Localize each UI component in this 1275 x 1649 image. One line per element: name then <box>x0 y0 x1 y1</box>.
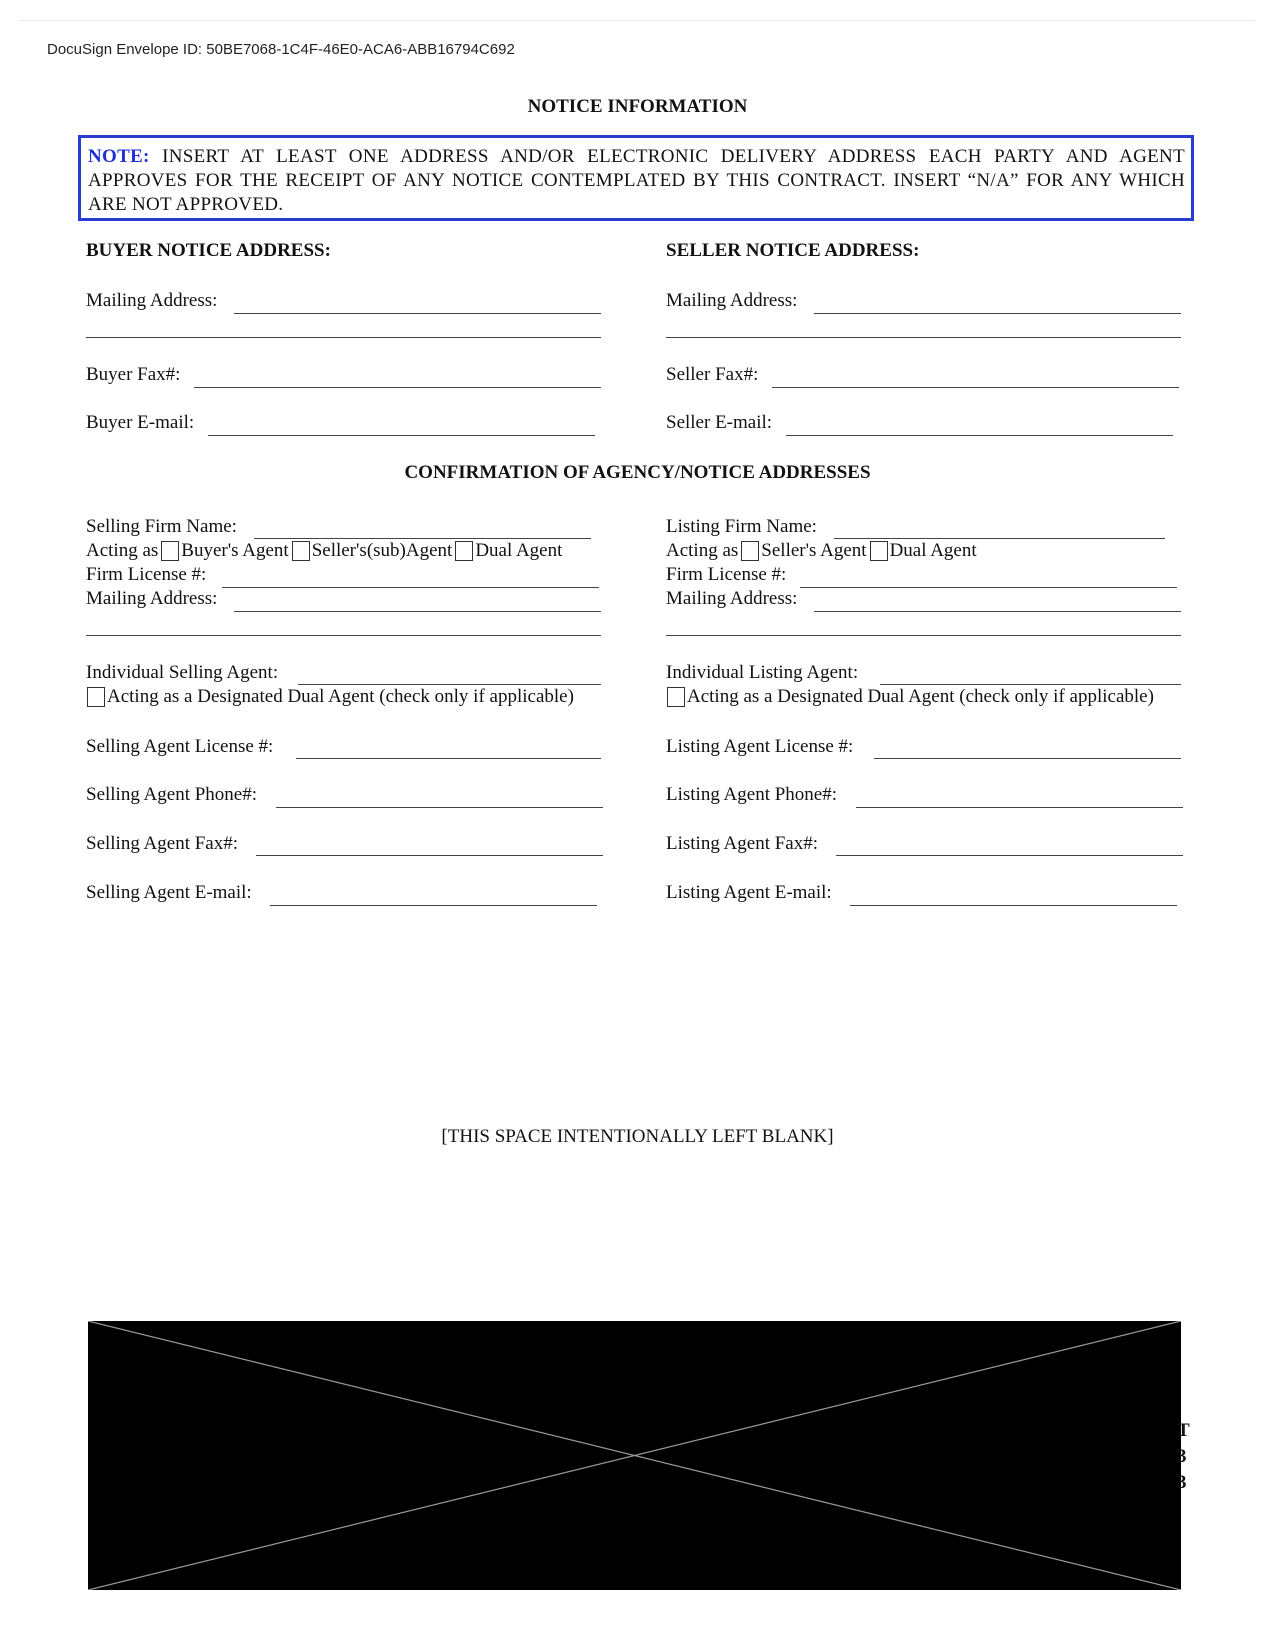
buyers-agent-checkbox[interactable] <box>161 541 179 561</box>
sellers-sub-agent-checkbox[interactable] <box>292 541 310 561</box>
envelope-id: DocuSign Envelope ID: 50BE7068-1C4F-46E0-ACA6-ABB16794C692 <box>47 41 515 58</box>
selling-agent-email-label: Selling Agent E-mail: <box>86 882 252 903</box>
buyer-mailing-line-2[interactable] <box>86 337 601 338</box>
buyer-email-line[interactable] <box>208 435 595 436</box>
individual-selling-agent-line[interactable] <box>298 684 601 685</box>
selling-dual-agent-option: Dual Agent <box>475 540 563 561</box>
selling-agent-fax-line[interactable] <box>256 855 603 856</box>
listing-firm-license-label: Firm License #: <box>666 564 787 585</box>
buyer-email-label: Buyer E-mail: <box>86 412 195 433</box>
confirmation-heading: CONFIRMATION OF AGENCY/NOTICE ADDRESSES <box>404 462 871 483</box>
listing-agent-license-label: Listing Agent License #: <box>666 736 854 757</box>
intentionally-blank-notice: [THIS SPACE INTENTIONALLY LEFT BLANK] <box>441 1126 834 1147</box>
listing-agent-phone-label: Listing Agent Phone#: <box>666 784 837 805</box>
listing-designated-dual-checkbox[interactable] <box>667 687 685 707</box>
sellers-agent-checkbox[interactable] <box>741 541 759 561</box>
selling-firm-name-label: Selling Firm Name: <box>86 516 237 537</box>
seller-fax-label: Seller Fax#: <box>666 364 759 385</box>
listing-acting-as-row <box>666 540 977 562</box>
selling-dual-agent-checkbox[interactable] <box>455 541 473 561</box>
individual-listing-agent-line[interactable] <box>880 684 1181 685</box>
selling-mailing-label: Mailing Address: <box>86 588 218 609</box>
individual-listing-agent-label: Individual Listing Agent: <box>666 662 859 683</box>
seller-mailing-line[interactable] <box>814 313 1181 314</box>
listing-agent-license-line[interactable] <box>874 758 1181 759</box>
selling-mailing-line-2[interactable] <box>86 635 601 636</box>
sellers-agent-option: Seller's Agent <box>761 540 867 561</box>
page-top-divider <box>20 20 1255 21</box>
listing-mailing-line[interactable] <box>814 611 1181 612</box>
placeholder-cross-icon <box>88 1321 1181 1590</box>
listing-firm-license-line[interactable] <box>800 587 1177 588</box>
listing-agent-email-label: Listing Agent E-mail: <box>666 882 832 903</box>
selling-acting-as-label: Acting as <box>86 540 159 561</box>
selling-agent-license-label: Selling Agent License #: <box>86 736 274 757</box>
listing-firm-name-label: Listing Firm Name: <box>666 516 817 537</box>
listing-agent-fax-label: Listing Agent Fax#: <box>666 833 818 854</box>
buyer-heading: BUYER NOTICE ADDRESS: <box>86 240 331 261</box>
selling-designated-dual-checkbox[interactable] <box>87 687 105 707</box>
individual-selling-agent-label: Individual Selling Agent: <box>86 662 279 683</box>
redacted-image-placeholder <box>88 1321 1181 1590</box>
buyer-mailing-label: Mailing Address: <box>86 290 218 311</box>
edge-fragment-3: 3 <box>1177 1472 1187 1493</box>
selling-firm-name-line[interactable] <box>254 538 591 539</box>
page-title: NOTICE INFORMATION <box>527 96 748 117</box>
seller-email-line[interactable] <box>786 435 1173 436</box>
seller-email-label: Seller E-mail: <box>666 412 773 433</box>
listing-agent-phone-line[interactable] <box>856 807 1183 808</box>
selling-designated-dual-label: Acting as a Designated Dual Agent (check only if applicable) <box>107 686 574 707</box>
selling-acting-as-row <box>86 540 562 562</box>
listing-dual-agent-option: Dual Agent <box>889 540 977 561</box>
note-box <box>78 135 1194 221</box>
seller-heading: SELLER NOTICE ADDRESS: <box>666 240 920 261</box>
listing-mailing-line-2[interactable] <box>666 635 1181 636</box>
edge-fragment-2: 3 <box>1177 1446 1187 1467</box>
selling-agent-fax-label: Selling Agent Fax#: <box>86 833 238 854</box>
listing-firm-name-line[interactable] <box>834 538 1165 539</box>
listing-agent-fax-line[interactable] <box>836 855 1183 856</box>
sellers-sub-agent-option: Seller's(sub)Agent <box>311 540 453 561</box>
buyers-agent-option: Buyer's Agent <box>181 540 289 561</box>
listing-dual-agent-checkbox[interactable] <box>870 541 888 561</box>
note-text: INSERT AT LEAST ONE ADDRESS AND/OR ELECTRONIC DELIVERY ADDRESS EACH PARTY AND AGENT APPROVES FOR THE RECEIPT OF ANY NOTICE CONTEMPLATED BY THIS CONTRACT. INSERT “N/A” FOR ANY WHICH ARE NOT APPROVED. <box>88 146 1185 215</box>
edge-fragment-1: T <box>1177 1420 1190 1441</box>
buyer-mailing-line[interactable] <box>234 313 601 314</box>
buyer-fax-label: Buyer Fax#: <box>86 364 181 385</box>
selling-agent-email-line[interactable] <box>270 905 597 906</box>
selling-agent-license-line[interactable] <box>296 758 601 759</box>
selling-designated-dual-row <box>84 686 574 708</box>
listing-designated-dual-row <box>664 686 1154 708</box>
listing-designated-dual-label: Acting as a Designated Dual Agent (check only if applicable) <box>687 686 1154 707</box>
listing-acting-as-label: Acting as <box>666 540 739 561</box>
selling-agent-phone-label: Selling Agent Phone#: <box>86 784 257 805</box>
listing-agent-email-line[interactable] <box>850 905 1177 906</box>
listing-mailing-label: Mailing Address: <box>666 588 798 609</box>
selling-mailing-line[interactable] <box>234 611 601 612</box>
buyer-fax-line[interactable] <box>194 387 601 388</box>
seller-mailing-line-2[interactable] <box>666 337 1181 338</box>
seller-mailing-label: Mailing Address: <box>666 290 798 311</box>
note-label: NOTE: <box>88 146 150 167</box>
selling-agent-phone-line[interactable] <box>276 807 603 808</box>
selling-firm-license-label: Firm License #: <box>86 564 207 585</box>
seller-fax-line[interactable] <box>772 387 1179 388</box>
selling-firm-license-line[interactable] <box>222 587 599 588</box>
